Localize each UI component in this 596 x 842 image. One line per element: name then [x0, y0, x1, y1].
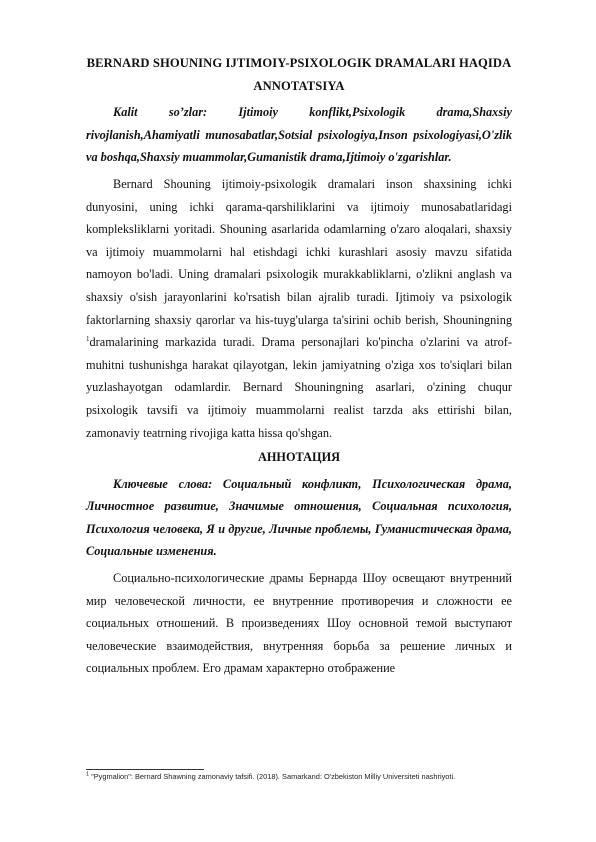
keywords-ru: Ключевые слова: Социальный конфликт, Психологическая драма, Личностное развитие, Значимые отношения, Социальная психология, Психология человека, Я и другие, Личные проблемы, Гуманистическая драма, Социальные изменения. — [86, 476, 512, 559]
page-content — [86, 52, 512, 680]
abstract-uz-part1: Bernard Shouning ijtimoiy-psixologik dramalari inson shaxsining ichki dunyosini, uning ichki qarama-qarshiliklarini va ijtimoiy munosabatlaridagi kompleksliklarni yoritadi. Shouning asarlarida odamlarning o'zaro aloqalari, shaxsiy va ijtimoiy muammolarni hal etishdagi ichki kurashlari asosiy mavzu sifatida namoyon bo'ladi. Uning dramalari psixologik murakkabliklarni, o'zlikni anglash va shaxsiy o'sish jarayonlarini ko'rsatish bilan ajralib turadi. Ijtimoiy va psixologik faktorlarning shaxsiy qarorlar va his-tuyg'ularga ta'sirini ochib berish, Shouningning — [86, 176, 512, 327]
abstract-ru: Социально-психологические драмы Бернарда Шоу освещают внутренний мир человеческой личности, ее внутренние противоречия и сложности ее социальных отношений. В произведениях Шоу основной темой выступают человеческие взаимодействия, внутренняя борьба за решение личных и социальных проблем. Его драмам характерно отображение — [86, 571, 512, 676]
footnote-divider — [86, 769, 204, 770]
footnote-text: "Pygmalion": Bernard Shawning zamonaviy tafsifi. (2018). Samarkand: O'zbekiston Milliy Universiteti nashriyoti. — [89, 772, 456, 781]
keywords-uz: Kalit so’zlar: Ijtimoiy konflikt,Psixologik drama,Shaxsiy rivojlanish,Ahamiyatli munosabatlar,Sotsial psixologiya,Inson psixologiyasi,O'zlik va boshqa,Shaxsiy muammolar,Gumanistik drama,Ijtimoiy o'zgarishlar. — [86, 105, 512, 165]
paper-title: BERNARD SHOUNING IJTIMOIY-PSIXOLOGIK DRAMALARI HAQIDA ANNOTATSIYA — [86, 56, 512, 93]
abstract-uz-part2: dramalarining markazida turadi. Drama personajlari ko'pincha o'zlarini va atrof-muhitni tushunishga harakat qilayotgan, lekin jamiyatning o'ziga xos to'siqlari bilan yuzlashayotgan odamlardir. Bernard Shouningning asarlari, o'zining chuqur psixologik tavsifi va ijtimoiy muammolarni realist tarzda aks ettirishi bilan, zamonaviy teatrning rivojiga katta hissa qo'shgan. — [86, 335, 512, 440]
abstract-uz — [86, 173, 512, 444]
footnote — [86, 772, 526, 782]
footnote-marker: 1 — [86, 771, 90, 778]
footnote-reference[interactable]: 1 — [86, 335, 90, 344]
heading-annotation-ru: АННОТАЦИЯ — [257, 450, 341, 465]
